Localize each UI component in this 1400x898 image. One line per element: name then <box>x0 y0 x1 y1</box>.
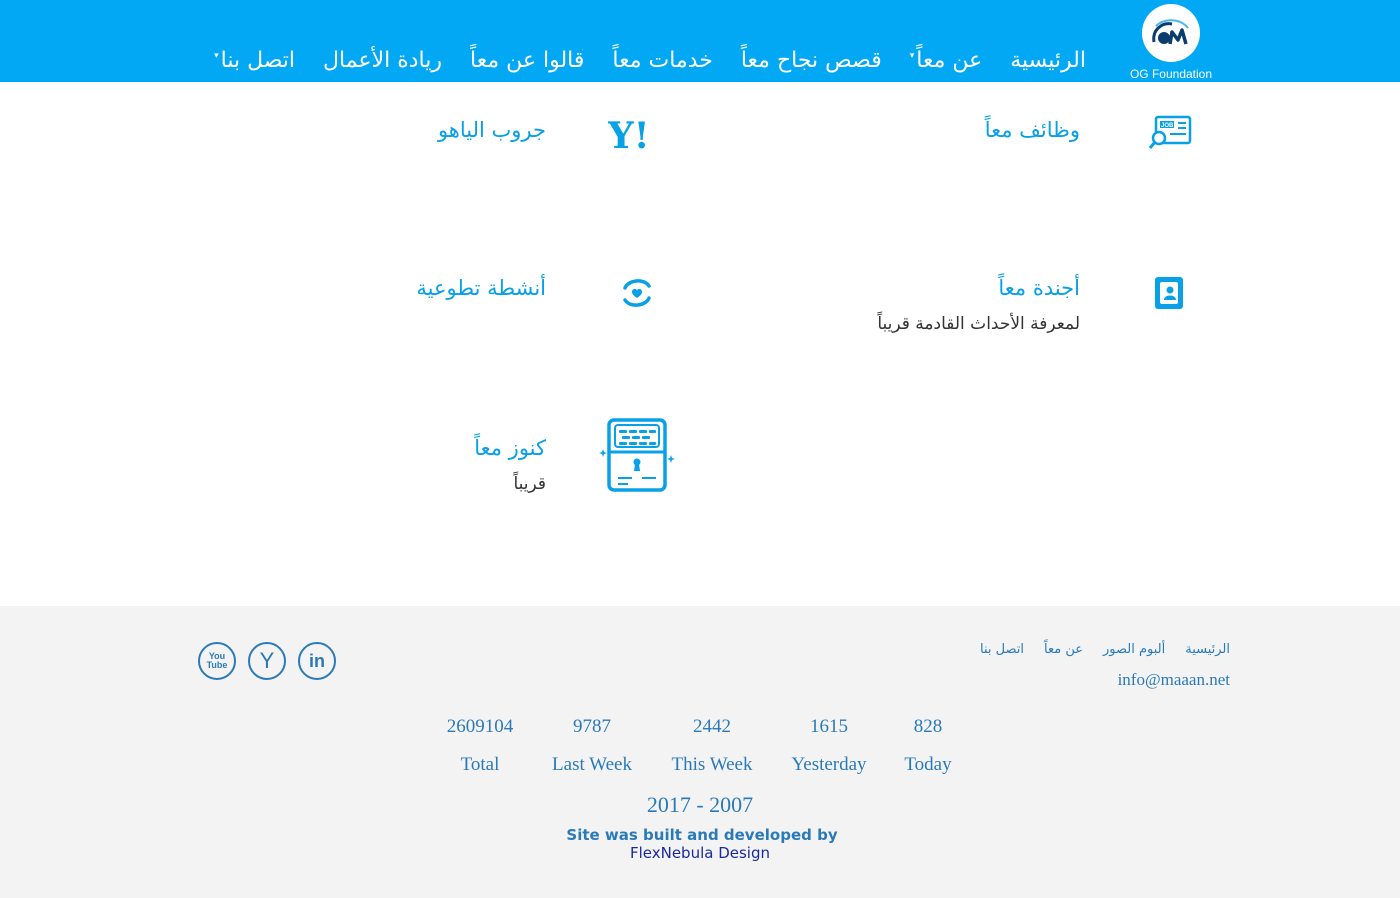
youtube-icon[interactable] <box>198 642 236 680</box>
stat-label: Yesterday <box>791 754 867 775</box>
stat-this-week <box>652 716 772 776</box>
nav-label: خدمات معاً <box>612 47 713 73</box>
feature-treasures <box>474 436 546 494</box>
linkedin-icon[interactable] <box>298 642 336 680</box>
stat-label: Last Week <box>552 754 632 775</box>
feature-agenda <box>877 276 1080 334</box>
nav-entrepreneurship[interactable] <box>323 40 442 80</box>
footer-link-home[interactable]: الرئيسية <box>1185 642 1230 657</box>
nav-contact[interactable] <box>214 40 295 80</box>
stat-value: 1615 <box>810 716 848 737</box>
job-search-icon[interactable] <box>1148 114 1192 156</box>
logo-text: OG Foundation <box>1129 67 1213 81</box>
feature-title[interactable]: أجندة معاً <box>998 276 1080 300</box>
svg-text:JOB: JOB <box>1161 123 1174 129</box>
footer-link-contact[interactable]: اتصل بنا <box>980 642 1024 657</box>
nav-services[interactable] <box>612 40 712 80</box>
feature-jobs <box>985 118 1080 142</box>
main-nav <box>186 40 1086 80</box>
feature-title[interactable]: أنشطة تطوعية <box>416 276 546 300</box>
contact-book-icon[interactable] <box>1154 276 1184 314</box>
site-footer <box>0 606 1400 898</box>
nav-label: الرئيسية <box>1010 47 1086 73</box>
linkedin-text: in <box>309 650 325 671</box>
yahoo-icon[interactable] <box>608 116 666 156</box>
stat-yesterday <box>769 716 889 776</box>
copyright-years: 2017 - 2007 <box>646 792 754 817</box>
footer-email[interactable]: info@maaan.net <box>1117 670 1230 689</box>
footer-links <box>960 642 1230 657</box>
feature-yahoo-group <box>438 118 546 142</box>
nav-label: قصص نجاح معاً <box>740 47 882 73</box>
caret-down-icon: ▾ <box>909 51 915 61</box>
feature-volunteer <box>416 276 546 300</box>
nav-testimonials[interactable] <box>470 40 584 80</box>
social-links <box>198 642 348 680</box>
nav-label: عن معاً <box>916 47 983 73</box>
feature-title[interactable]: جروب الياهو <box>437 118 546 142</box>
nav-home[interactable] <box>1010 40 1086 80</box>
feature-description: قريباً <box>513 474 546 494</box>
youtube-text-bottom: Tube <box>206 660 228 670</box>
stat-value: 9787 <box>573 716 611 737</box>
youtube-text-top: You <box>208 651 226 661</box>
treasure-chest-icon[interactable] <box>598 416 676 498</box>
stat-label: This Week <box>671 754 753 775</box>
stat-value: 2609104 <box>446 716 514 737</box>
site-logo[interactable] <box>1122 4 1220 80</box>
stat-value: 828 <box>913 716 943 737</box>
nav-success-stories[interactable] <box>741 40 882 80</box>
nav-label: قالوا عن معاً <box>470 47 585 73</box>
nav-label: اتصل بنا <box>220 47 296 73</box>
stat-label: Today <box>904 754 952 775</box>
credit-line: Site was built and developed by <box>566 826 838 844</box>
feature-description: لمعرفة الأحداث القادمة قريباً <box>877 314 1080 334</box>
developer-link[interactable]: FlexNebula Design <box>629 844 771 862</box>
nav-label: ريادة الأعمال <box>323 47 443 73</box>
footer-link-about[interactable]: عن معاً <box>1044 642 1083 657</box>
site-header <box>0 0 1400 82</box>
svg-text:Y!: Y! <box>608 116 650 152</box>
stat-value: 2442 <box>693 716 731 737</box>
yahoo-icon[interactable] <box>248 642 286 680</box>
caret-down-icon: ▾ <box>214 51 219 61</box>
logo-mark-icon <box>1142 4 1200 62</box>
helping-hands-icon[interactable] <box>620 276 654 314</box>
stat-label: Total <box>460 754 500 775</box>
footer-link-album[interactable]: ألبوم الصور <box>1102 642 1166 657</box>
stat-last-week <box>532 716 652 776</box>
stat-total <box>420 716 540 776</box>
yahoo-text: Y <box>259 648 275 673</box>
nav-about[interactable] <box>910 40 983 80</box>
feature-title[interactable]: كنوز معاً <box>474 436 546 460</box>
feature-title[interactable]: وظائف معاً <box>984 118 1080 142</box>
